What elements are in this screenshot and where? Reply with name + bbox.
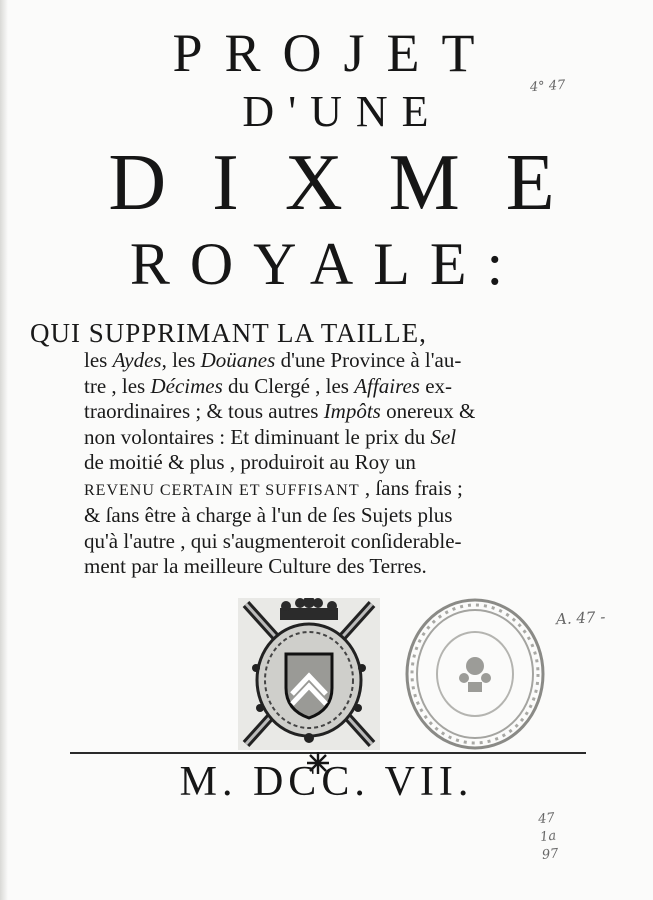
subtitle-text-run: les [84, 348, 113, 372]
subtitle-text-run: traordinaires ; & tous autres [84, 399, 324, 423]
subtitle-text-run: , les [161, 348, 201, 372]
subtitle-text-run: , ſans frais ; [359, 475, 463, 500]
pencil-shelfmark-top: 4° 47 [529, 77, 566, 96]
subtitle-text-run: tre , les [84, 373, 151, 398]
subtitle-text-run: Affaires [354, 373, 420, 398]
subtitle-text-run: non volontaires : Et diminuant le prix du [84, 424, 431, 449]
subtitle-text-run: Impôts [323, 399, 381, 423]
pencil-shelfmark-mid: A. 47 - [555, 607, 606, 629]
subtitle-text-run: Doüanes [200, 348, 276, 372]
royal-arms-vignette [238, 598, 380, 750]
subtitle-text-run: du Clergé , les [222, 373, 355, 398]
subtitle-text-run: qu'à l'autre , qui s'augmenteroit conſiderable- [84, 528, 462, 553]
subtitle-body-line [84, 425, 590, 451]
imprint-date: M. DCC. VII. [179, 759, 474, 805]
title-line-dixme: DIXME [108, 139, 601, 227]
pencil-note-line: 1a [539, 828, 557, 846]
title-line-royale: ROYALE: [129, 231, 524, 297]
subtitle-block [30, 318, 590, 580]
subtitle-lead: QUI SUPPRIMANT LA TAILLE, [30, 318, 427, 348]
subtitle-body-line [84, 554, 590, 580]
subtitle-text-run: ment par la meilleure Culture des Terres. [84, 554, 427, 578]
subtitle-body-line [84, 374, 590, 400]
title-line-dune: D'UNE [242, 87, 443, 136]
subtitle-text-run: & ſans être à charge à l'un de ſes Sujets plus [84, 503, 453, 527]
subtitle-body-line [84, 348, 590, 374]
library-stamp [402, 596, 548, 752]
subtitle-body-line [84, 450, 590, 476]
subtitle-body-line [84, 476, 590, 504]
pencil-note-line: 97 [541, 846, 560, 863]
subtitle-lines [30, 348, 590, 580]
subtitle-text-run: Décimes [150, 373, 223, 398]
subtitle-text-run: onereux & [380, 399, 476, 423]
title-line-projet: PROJET [172, 23, 497, 83]
subtitle-text-run: Sel [430, 424, 457, 449]
pencil-notes-bottom [537, 805, 602, 865]
subtitle-text-run: ex- [419, 373, 453, 398]
subtitle-text-run: Aydes [112, 348, 162, 372]
subtitle-text-run: REVENU CERTAIN ET SUFFISANT [84, 481, 360, 499]
pencil-note-line: 47 [537, 810, 556, 828]
subtitle-body-line [84, 503, 590, 529]
subtitle-body-line [84, 529, 590, 555]
subtitle-body-line [84, 399, 590, 425]
subtitle-text-run: d'une Province à l'au- [275, 348, 462, 372]
subtitle-text-run: de moitié & plus , produiroit au Roy un [84, 450, 416, 474]
